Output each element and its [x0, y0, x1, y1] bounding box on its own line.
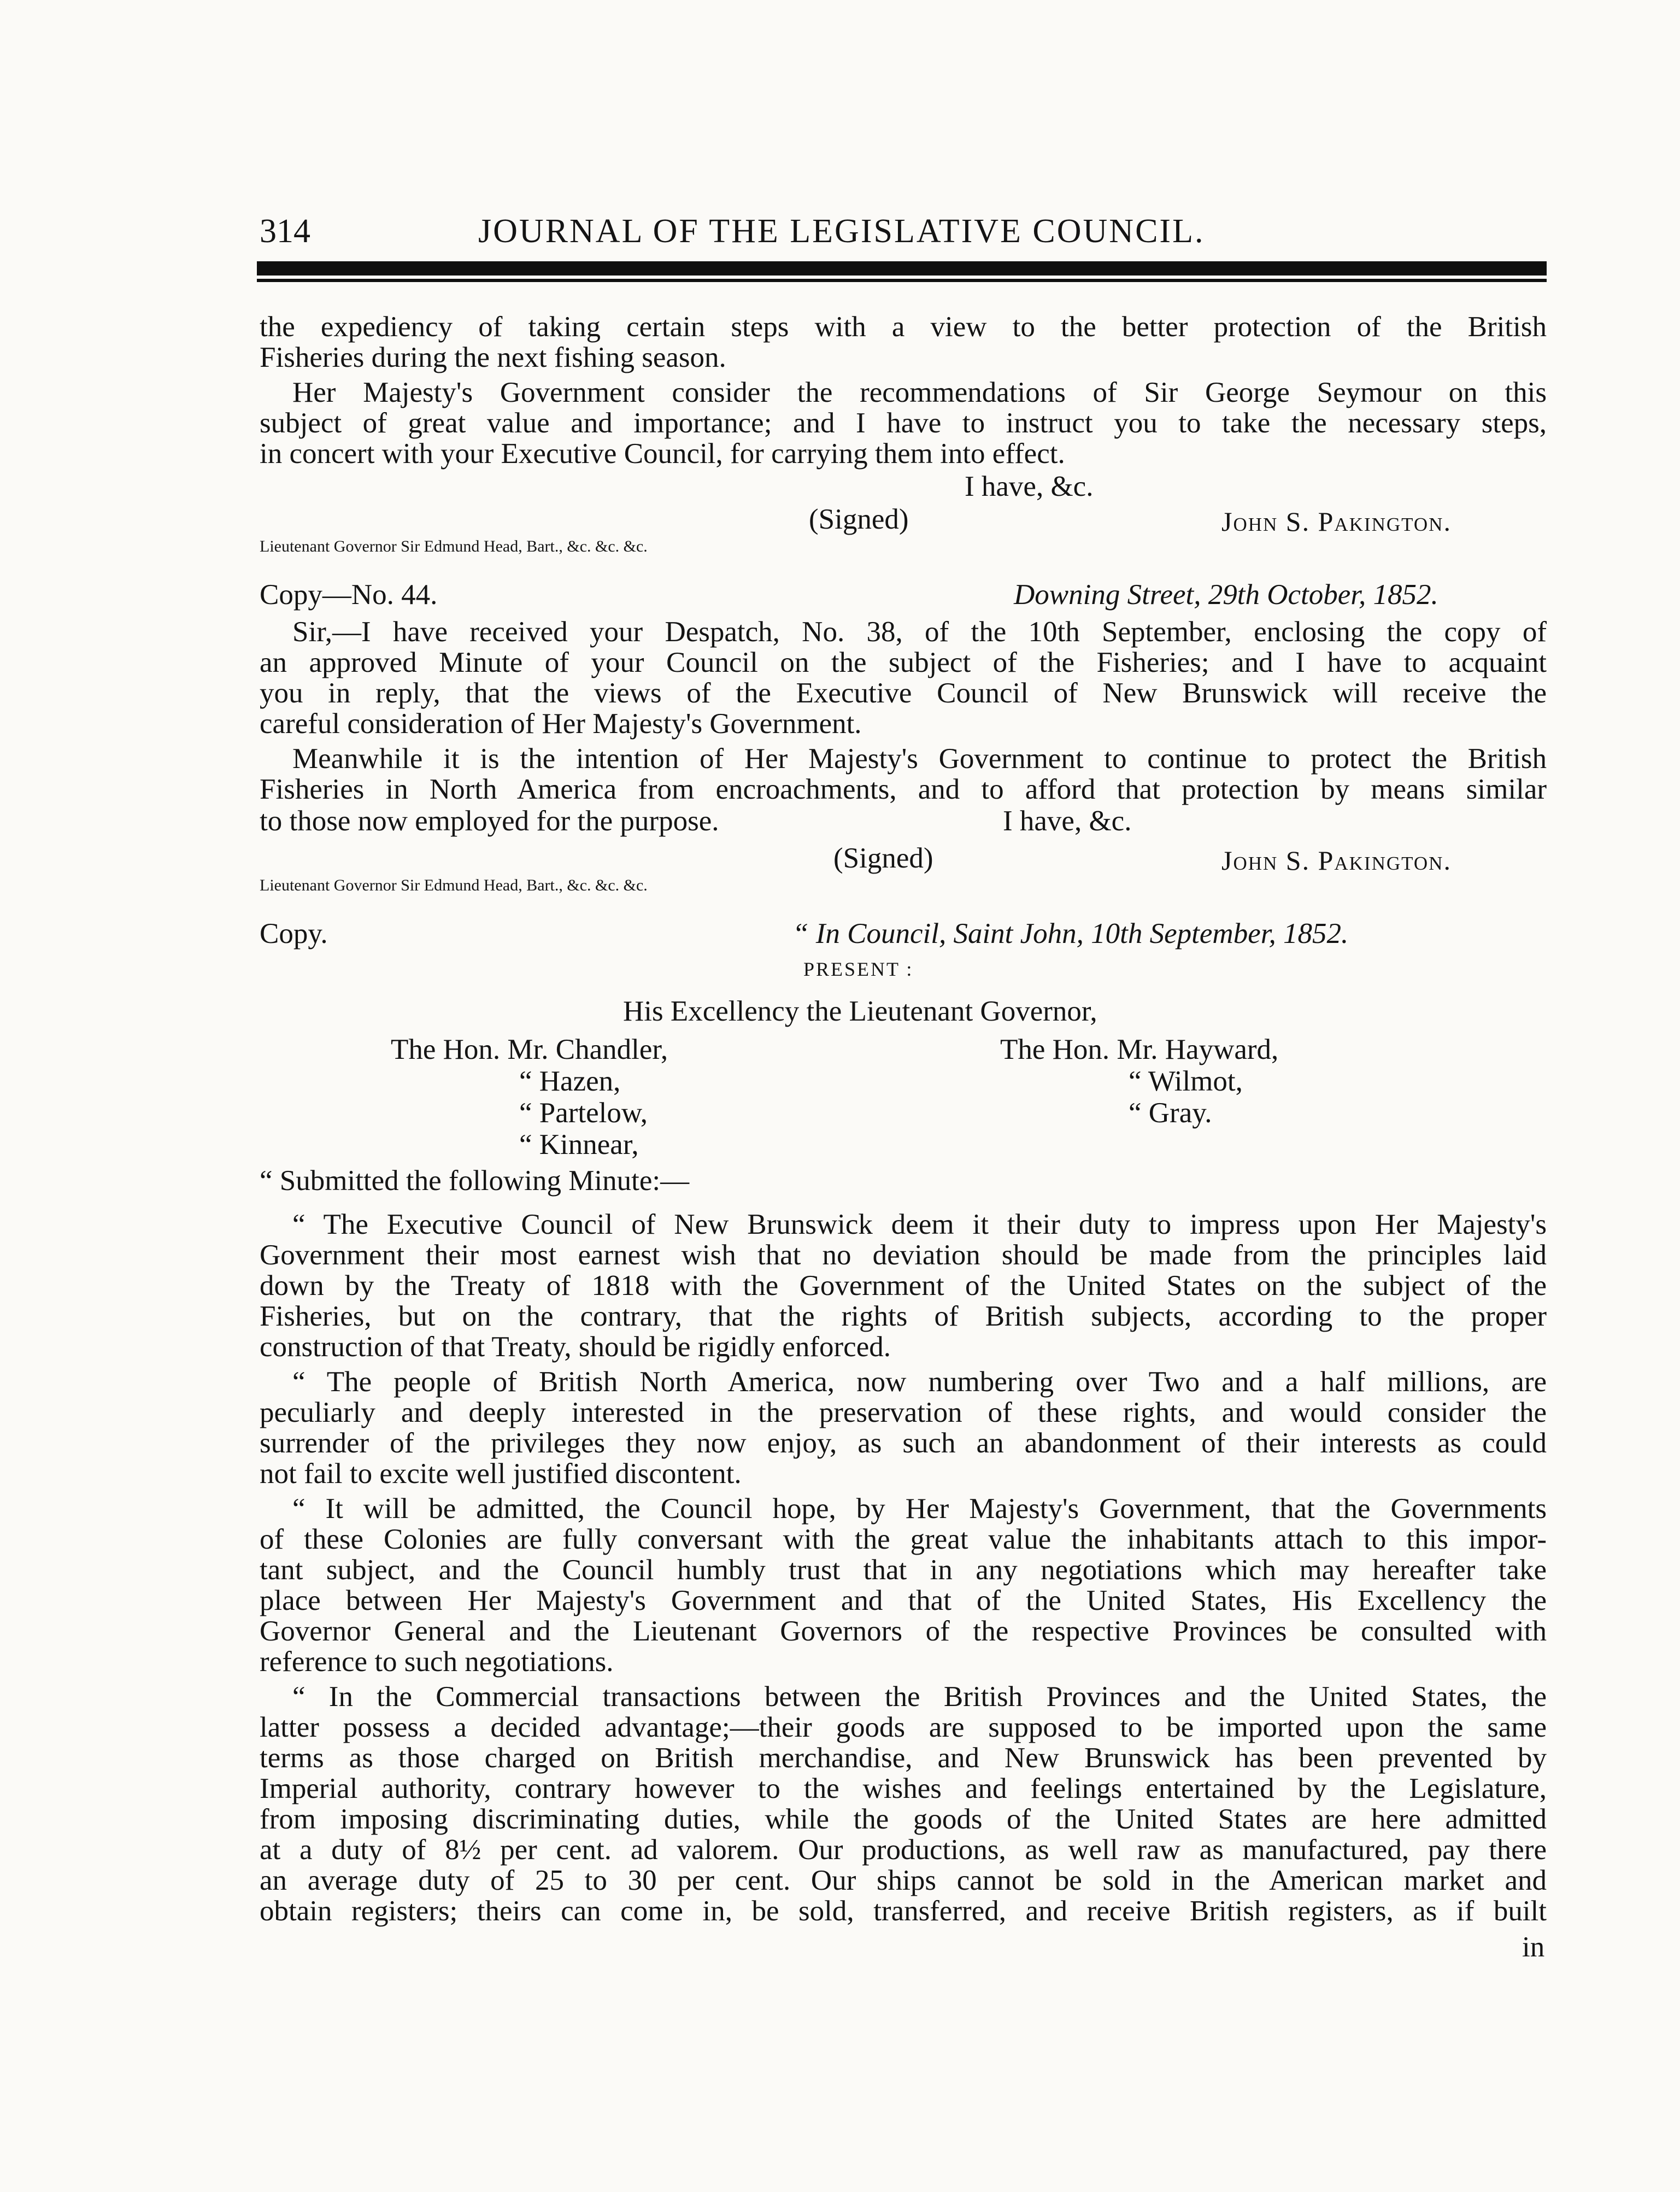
minute-line-15: reference to such negotiations. [260, 1646, 614, 1678]
minute-line-2: Government their most earnest wish that no deviation should be made from the principles laid [260, 1239, 1547, 1271]
letter2-line-2: an approved Minute of your Council on the subject of the Fisheries; and I have to acquaint [260, 647, 1547, 678]
letter1-addressee: Lieutenant Governor Sir Edmund Head, Bart., &c. &c. &c. [260, 537, 648, 555]
minute-present: PRESENT : [803, 958, 914, 980]
letter2-copy-no: Copy—No. 44. [260, 579, 438, 611]
minute-copy: Copy. [260, 918, 328, 950]
minute-line-14: Governor General and the Lieutenant Governors of the respective Provinces be consulted with [260, 1615, 1547, 1647]
minute-line-4: Fisheries, but on the contrary, that the rights of British subjects, according to the proper [260, 1300, 1547, 1332]
member-right-1: The Hon. Mr. Hayward, [1000, 1034, 1279, 1065]
header-rule-thin [257, 279, 1547, 282]
member-left-1: The Hon. Mr. Chandler, [391, 1034, 668, 1065]
minute-line-6: “ The people of British North America, now numbering over Two and a half millions, are [292, 1366, 1547, 1398]
letter1-signer: John S. Pakington. [1221, 506, 1452, 537]
letter2-line-1: Sir,—I have received your Despatch, No. 38, of the 10th September, enclosing the copy of [292, 616, 1547, 648]
letter1-line-5: in concert with your Executive Council, for carrying them into effect. [260, 438, 1065, 470]
running-title: JOURNAL OF THE LEGISLATIVE COUNCIL. [478, 213, 1205, 250]
minute-line-5: construction of that Treaty, should be rigidly enforced. [260, 1331, 891, 1363]
member-left-3: “ Partelow, [519, 1097, 648, 1129]
letter2-line-6: Fisheries in North America from encroachments, and to afford that protection by means similar [260, 773, 1547, 805]
minute-line-17: latter possess a decided advantage;—their goods are supposed to be imported upon the same [260, 1712, 1547, 1743]
minute-line-11: of these Colonies are fully conversant with the great value the inhabitants attach to this impor- [260, 1523, 1547, 1555]
minute-line-20: from imposing discriminating duties, while the goods of the United States are here admitted [260, 1803, 1547, 1835]
minute-line-8: surrender of the privileges they now enjoy, as such an abandonment of their interests as could [260, 1427, 1547, 1459]
header-rule-thick [257, 261, 1547, 276]
letter2-signer: John S. Pakington. [1221, 845, 1452, 876]
letter1-closing: I have, &c. [965, 471, 1094, 502]
letter2-addressee: Lieutenant Governor Sir Edmund Head, Bart., &c. &c. &c. [260, 876, 648, 894]
minute-submitted: “ Submitted the following Minute:— [260, 1165, 690, 1197]
minute-line-23: obtain registers; theirs can come in, be sold, transferred, and receive British registers, as if built [260, 1895, 1547, 1927]
minute-line-10: “ It will be admitted, the Council hope, by Her Majesty's Government, that the Governments [292, 1493, 1547, 1525]
catchword: in [1522, 1931, 1545, 1963]
minute-line-22: an average duty of 25 to 30 per cent. Our ships cannot be sold in the American market and [260, 1865, 1547, 1896]
page-number: 314 [260, 213, 310, 250]
minute-line-12: tant subject, and the Council humbly trust that in any negotiations which may hereafter take [260, 1554, 1547, 1586]
minute-council-line [792, 917, 1348, 950]
minute-line-21: at a duty of 8½ per cent. ad valorem. Our productions, as well raw as manufactured, pay there [260, 1834, 1547, 1866]
minute-line-13: place between Her Majesty's Government and that of the United States, His Excellency the [260, 1585, 1547, 1616]
minute-line-9: not fail to excite well justified discontent. [260, 1458, 742, 1490]
letter1-line-2: Fisheries during the next fishing season. [260, 342, 726, 373]
member-right-3: “ Gray. [1129, 1097, 1212, 1129]
letter2-line-4: careful consideration of Her Majesty's Government. [260, 708, 862, 740]
member-left-4: “ Kinnear, [519, 1129, 639, 1161]
letter1-line-4: subject of great value and importance; and I have to instruct you to take the necessary steps, [260, 407, 1547, 439]
letter2-last-line: to those now employed for the purpose. [260, 805, 719, 837]
letter2-line-3: you in reply, that the views of the Executive Council of New Brunswick will receive the [260, 677, 1547, 709]
letter2-closing: I have, &c. [1003, 805, 1132, 837]
letter1-line-3: Her Majesty's Government consider the recommendations of Sir George Seymour on this [292, 377, 1547, 408]
letter2-line-5: Meanwhile it is the intention of Her Majesty's Government to continue to protect the British [292, 743, 1547, 775]
minute-line-3: down by the Treaty of 1818 with the Government of the United States on the subject of the [260, 1270, 1547, 1302]
letter1-line-1: the expediency of taking certain steps with a view to the better protection of the British [260, 311, 1547, 343]
letter1-signed: (Signed) [809, 503, 909, 535]
member-right-2: “ Wilmot, [1129, 1065, 1243, 1097]
minute-line-1: “ The Executive Council of New Brunswick deem it their duty to impress upon Her Majesty's [292, 1209, 1547, 1240]
minute-council-text: “ In Council, Saint John, 10th September, 1852. [792, 918, 1349, 950]
letter2-place-date: Downing Street, 29th October, 1852. [1014, 579, 1438, 611]
minute-line-19: Imperial authority, contrary however to the wishes and feelings entertained by the Legislature, [260, 1773, 1547, 1804]
minute-line-16: “ In the Commercial transactions between the British Provinces and the United States, the [292, 1681, 1547, 1713]
minute-governor: His Excellency the Lieutenant Governor, [623, 995, 1097, 1027]
letter2-signed: (Signed) [833, 842, 933, 874]
minute-line-7: peculiarly and deeply interested in the preservation of these rights, and would consider the [260, 1397, 1547, 1428]
minute-line-18: terms as those charged on British merchandise, and New Brunswick has been prevented by [260, 1742, 1547, 1774]
member-left-2: “ Hazen, [519, 1065, 621, 1097]
